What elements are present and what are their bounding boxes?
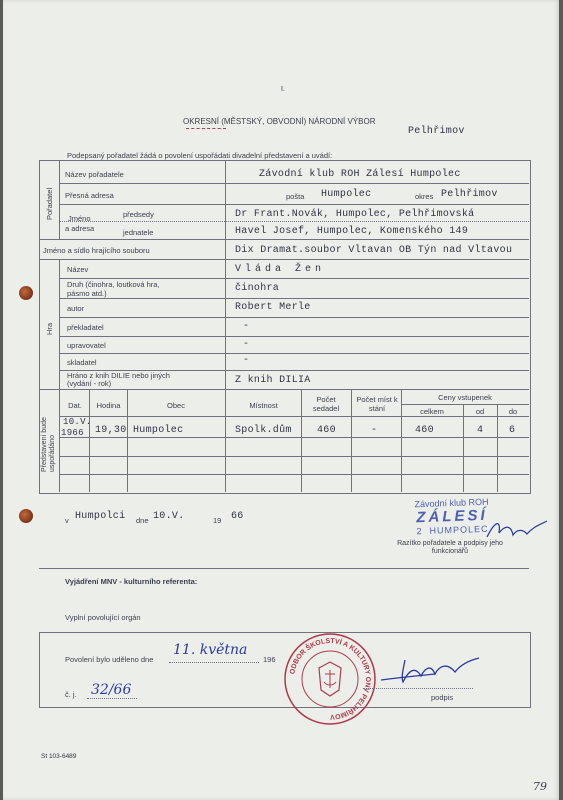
authority-label: Vyplní povolující orgán bbox=[65, 613, 141, 622]
play-translator-label: překladatel bbox=[67, 323, 104, 332]
play-adapter-label: upravovatel bbox=[67, 341, 106, 350]
performance-section-label: Představení bude uspořádáno bbox=[41, 417, 56, 472]
play-author-label: autor bbox=[67, 304, 85, 313]
play-source-label: Hráno z knih DILIE nebo jiných (vydání - rok) bbox=[67, 371, 170, 388]
organizer-address-label: Přesná adresa bbox=[65, 191, 114, 200]
cj-label: č. j. bbox=[65, 690, 77, 699]
play-composer-value: - bbox=[243, 355, 250, 366]
perf-year-value: 1966 bbox=[61, 428, 84, 438]
ensemble-value: Dix Dramat.soubor Vltavan OB Týn nad Vltavou bbox=[235, 245, 513, 256]
granted-date-handwritten: 11. května bbox=[173, 642, 248, 658]
dne-label: dne bbox=[136, 516, 149, 525]
cj-value: 32/66 bbox=[91, 682, 132, 698]
section-roman-numeral: I. bbox=[281, 86, 285, 93]
title-red-dashes bbox=[186, 128, 226, 129]
col-total-header: celkem bbox=[420, 407, 444, 416]
organizer-name-value: Závodní klub ROH Zálesí Humpolec bbox=[259, 169, 461, 180]
page-mark: 79 bbox=[533, 780, 547, 793]
perf-to-value: 6 bbox=[509, 425, 516, 436]
granted-year-prefix: 196 bbox=[263, 655, 276, 664]
authority-title: OKRESNÍ (MĚSTSKÝ, OBVODNÍ) NÁRODNÍ VÝBOR bbox=[183, 117, 376, 126]
play-title-value: Vláda Žen bbox=[235, 264, 326, 275]
posta-label: pošta bbox=[286, 192, 305, 201]
stamp-prefix: 2 bbox=[416, 526, 422, 537]
mnv-label: Vyjádření MNV - kulturního referenta: bbox=[65, 577, 198, 586]
perf-standing-value: - bbox=[371, 425, 378, 436]
posta-value: Humpolec bbox=[321, 189, 372, 200]
play-title-label: Název bbox=[67, 265, 89, 274]
perf-seats-value: 460 bbox=[317, 425, 336, 436]
punch-hole-bottom bbox=[19, 509, 33, 523]
podpis-label: podpis bbox=[431, 693, 454, 702]
jednatele-value: Havel Josef, Humpolec, Komenského 149 bbox=[235, 226, 469, 237]
stamp-line1: Závodní klub ROH bbox=[414, 496, 489, 510]
signing-year: 66 bbox=[231, 511, 244, 522]
col-date-header: Dat. bbox=[68, 401, 82, 410]
predsedy-value: Dr Frant.Novák, Humpolec, Pelhřimovská bbox=[235, 209, 475, 220]
adresa-label: a adresa bbox=[65, 224, 95, 233]
play-adapter-value: - bbox=[243, 339, 250, 350]
col-prices-header: Ceny vstupenek bbox=[438, 393, 492, 402]
form-sheet bbox=[3, 0, 559, 800]
col-from-header: od bbox=[475, 407, 485, 416]
v-label: v bbox=[65, 516, 69, 525]
signing-place: Humpolci bbox=[75, 511, 126, 522]
separator-line bbox=[39, 568, 529, 569]
signing-century: 19 bbox=[213, 516, 222, 525]
signing-date: 10.V. bbox=[153, 511, 185, 522]
play-genre-value: činohra bbox=[235, 283, 280, 294]
form-code: St 103-6489 bbox=[41, 753, 77, 760]
okres-label: okres bbox=[415, 192, 434, 201]
col-town-header: Obec bbox=[167, 401, 185, 410]
col-standing-header: Počet míst k stání bbox=[356, 395, 398, 413]
punch-hole-top bbox=[19, 286, 33, 300]
jmeno-label: Jméno bbox=[68, 214, 91, 223]
organizer-section-label: Pořadatel bbox=[45, 187, 54, 220]
play-source-value: Z knih DILIA bbox=[235, 375, 311, 386]
stamp-caption: Razítko pořadatele a podpisy jeho funkcionářů bbox=[397, 540, 503, 555]
perf-hour-value: 19,30 bbox=[95, 425, 127, 436]
organizer-name-label: Název pořadatele bbox=[65, 170, 124, 179]
stamp-line3: HUMPOLEC bbox=[429, 523, 489, 536]
granted-label: Povolení bylo uděleno dne bbox=[65, 655, 154, 664]
play-genre-label: Druh (činohra, loutková hra, pásmo atd.) bbox=[67, 280, 160, 298]
play-composer-label: skladatel bbox=[67, 358, 97, 367]
play-translator-value: - bbox=[243, 321, 250, 332]
perf-from-value: 4 bbox=[477, 425, 484, 436]
seal-text: ODBOR ŠKOLSTVÍ A KULTURY ONV PELHŘIMOV bbox=[289, 637, 372, 721]
district-value: Pelhřimov bbox=[408, 126, 465, 137]
request-line: Podepsaný pořadatel žádá o povolení uspořádati divadelní představení a uvádí: bbox=[67, 151, 333, 160]
ensemble-label: Jméno a sídlo hrajícího souboru bbox=[43, 246, 150, 255]
perf-town-value: Humpolec bbox=[133, 425, 184, 436]
stamp-line2: ZÁLESÍ bbox=[416, 506, 488, 527]
predsedy-label: předsedy bbox=[123, 210, 154, 219]
col-hour-header: Hodina bbox=[96, 401, 121, 410]
official-seal bbox=[281, 630, 379, 728]
perf-venue-value: Spolk.dům bbox=[235, 425, 292, 436]
authority-signature bbox=[375, 650, 485, 690]
jednatele-label: jednatele bbox=[123, 228, 154, 237]
play-author-value: Robert Merle bbox=[235, 302, 311, 313]
perf-total-value: 460 bbox=[415, 425, 434, 436]
col-seats-header: Počet sedadel bbox=[312, 395, 340, 413]
col-venue-header: Místnost bbox=[249, 401, 278, 410]
col-to-header: do bbox=[508, 407, 518, 416]
play-section-label: Hra bbox=[45, 322, 54, 335]
perf-date-value: 10.V. bbox=[63, 417, 92, 427]
okres-value: Pelhřimov bbox=[441, 189, 498, 200]
